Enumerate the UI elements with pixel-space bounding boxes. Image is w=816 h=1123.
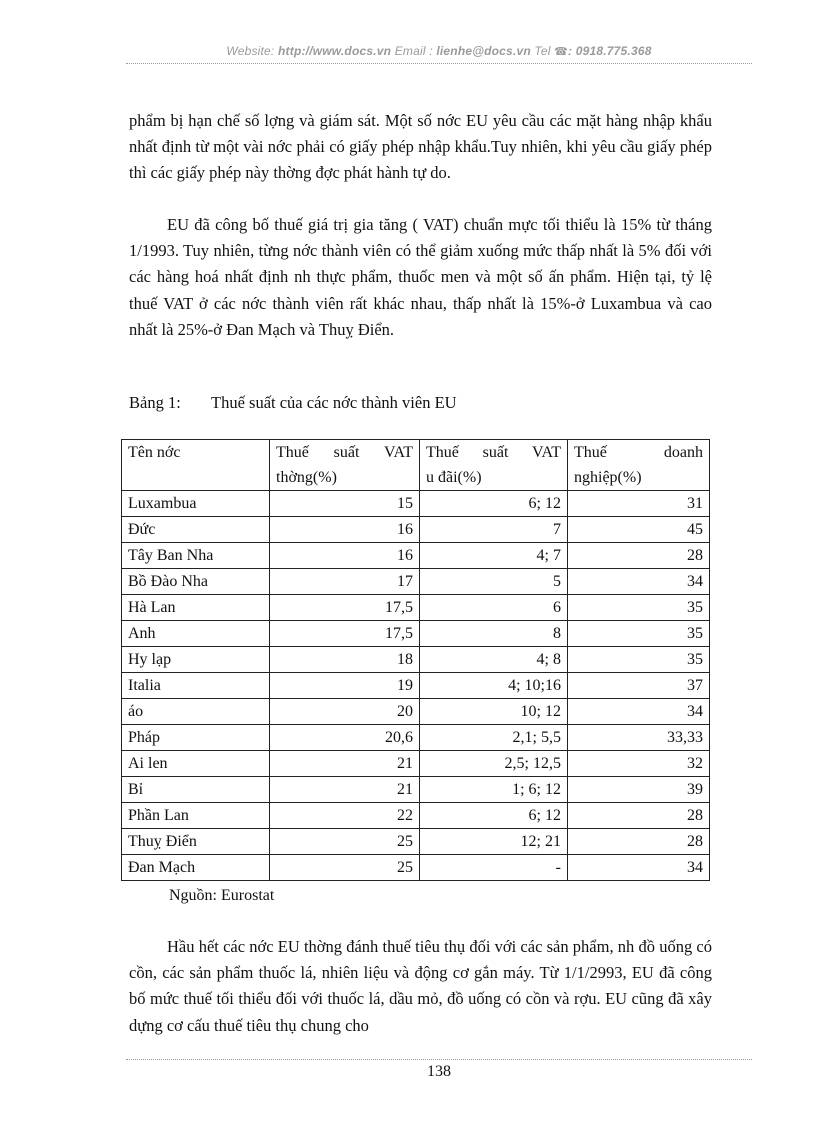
cell-vat-standard: 19: [270, 673, 420, 699]
cell-country: Ai len: [122, 751, 270, 777]
header-corporate-tax: Thuế doanh nghiệp(%): [568, 440, 710, 491]
tel-label: Tel: [534, 44, 551, 58]
cell-vat-reduced: 1; 6; 12: [420, 777, 568, 803]
email-value[interactable]: lienhe@docs.vn: [436, 44, 531, 58]
table-row: [122, 543, 710, 569]
cell-corporate-tax: 28: [568, 543, 710, 569]
cell-vat-standard: 17,5: [270, 621, 420, 647]
footer-divider: [126, 1059, 752, 1060]
cell-country: Pháp: [122, 725, 270, 751]
cell-corporate-tax: 32: [568, 751, 710, 777]
table-row: [122, 621, 710, 647]
cell-country: Hà Lan: [122, 595, 270, 621]
paragraph-1: phẩm bị hạn chế số lợng và giám sát. Một số nớc EU yêu cầu các mặt hàng nhập khẩu nhất định từ một vài nớc phải có giấy phép nhập khẩu.Tuy nhiên, khi yêu cầu giấy phép thì các giấy phép này thờng đợc phát hành tự do.: [129, 111, 712, 183]
cell-vat-standard: 22: [270, 803, 420, 829]
cell-corporate-tax: 31: [568, 491, 710, 517]
cell-corporate-tax: 39: [568, 777, 710, 803]
paragraph-2: EU đã công bố thuế giá trị gia tăng ( VAT) chuẩn mực tối thiểu là 15% từ tháng 1/1993. Tuy nhiên, từng nớc thành viên có thể giảm xuống mức thấp nhất là 5% đối với các hàng hoá nhất định nh thực phẩm, thuốc men và một số ấn phẩm. Hiện tại, tỷ lệ thuế VAT ở các nớc thành viên rất khác nhau, thấp nhất là 15%-ở Luxambua và cao nhất là 25%-ở Đan Mạch và Thuỵ Điển.: [129, 215, 712, 339]
cell-vat-standard: 21: [270, 751, 420, 777]
table-row: [122, 699, 710, 725]
cell-country: Hy lạp: [122, 647, 270, 673]
cell-corporate-tax: 33,33: [568, 725, 710, 751]
cell-vat-reduced: 4; 8: [420, 647, 568, 673]
cell-country: Bỉ: [122, 777, 270, 803]
cell-country: áo: [122, 699, 270, 725]
cell-vat-reduced: 6; 12: [420, 803, 568, 829]
cell-vat-reduced: 12; 21: [420, 829, 568, 855]
table-row: [122, 751, 710, 777]
cell-vat-reduced: 2,5; 12,5: [420, 751, 568, 777]
cell-vat-standard: 20,6: [270, 725, 420, 751]
table-row: [122, 517, 710, 543]
paragraph-3: Hầu hết các nớc EU thờng đánh thuế tiêu thụ đối với các sản phẩm, nh đồ uống có cồn, các sản phẩm thuốc lá, nhiên liệu và động cơ gắn máy. Từ 1/1/2993, EU đã công bố mức thuế tối thiểu đối với thuốc lá, dầu mỏ, đồ uống có cồn và rợu. EU cũng đã xây dựng cơ cấu thuế tiêu thụ chung cho: [129, 937, 712, 1035]
cell-country: Đan Mạch: [122, 855, 270, 881]
table-row: [122, 855, 710, 881]
cell-corporate-tax: 35: [568, 647, 710, 673]
table-caption-title: Thuế suất của các nớc thành viên EU: [211, 393, 457, 412]
header-vat-standard: Thuế suất VAT thờng(%): [270, 440, 420, 491]
cell-vat-reduced: 8: [420, 621, 568, 647]
cell-vat-reduced: 6: [420, 595, 568, 621]
cell-vat-standard: 25: [270, 855, 420, 881]
page-header: [126, 44, 752, 58]
table-source: Nguồn: Eurostat: [169, 887, 275, 904]
table-row: [122, 803, 710, 829]
cell-corporate-tax: 45: [568, 517, 710, 543]
cell-corporate-tax: 28: [568, 829, 710, 855]
page-number: 138: [427, 1063, 451, 1080]
cell-vat-reduced: 4; 7: [420, 543, 568, 569]
table-row: [122, 595, 710, 621]
cell-corporate-tax: 34: [568, 855, 710, 881]
cell-corporate-tax: 35: [568, 621, 710, 647]
cell-vat-standard: 17: [270, 569, 420, 595]
vat-rates-table: [121, 439, 710, 881]
paragraph-2-container: [129, 212, 712, 343]
table-caption: [129, 390, 712, 416]
cell-corporate-tax: 34: [568, 699, 710, 725]
cell-vat-reduced: 4; 10;16: [420, 673, 568, 699]
table-row: [122, 569, 710, 595]
table-caption-number: Bảng 1:: [129, 393, 181, 412]
paragraph-3-container: [129, 934, 712, 1039]
website-url[interactable]: http://www.docs.vn: [278, 44, 392, 58]
cell-vat-reduced: 7: [420, 517, 568, 543]
cell-vat-standard: 15: [270, 491, 420, 517]
cell-vat-standard: 16: [270, 517, 420, 543]
header-divider: [126, 63, 752, 64]
cell-vat-reduced: 6; 12: [420, 491, 568, 517]
phone-icon: ☎: [554, 46, 569, 58]
cell-vat-standard: 17,5: [270, 595, 420, 621]
cell-vat-standard: 16: [270, 543, 420, 569]
cell-country: Anh: [122, 621, 270, 647]
cell-vat-reduced: 5: [420, 569, 568, 595]
table-row: [122, 777, 710, 803]
table-row: [122, 491, 710, 517]
cell-country: Luxambua: [122, 491, 270, 517]
table-row: [122, 725, 710, 751]
cell-vat-standard: 20: [270, 699, 420, 725]
website-label: Website:: [226, 44, 275, 58]
cell-vat-reduced: -: [420, 855, 568, 881]
table-row: [122, 673, 710, 699]
paragraph-1-container: [129, 108, 712, 187]
table-row: [122, 647, 710, 673]
cell-corporate-tax: 28: [568, 803, 710, 829]
header-country: Tên nớc: [122, 440, 270, 491]
cell-vat-standard: 18: [270, 647, 420, 673]
cell-country: Bồ Đào Nha: [122, 569, 270, 595]
cell-vat-standard: 21: [270, 777, 420, 803]
cell-vat-reduced: 2,1; 5,5: [420, 725, 568, 751]
cell-country: Italia: [122, 673, 270, 699]
cell-country: Thuỵ Điển: [122, 829, 270, 855]
table-row: [122, 829, 710, 855]
table-header-row: [122, 440, 710, 491]
cell-corporate-tax: 35: [568, 595, 710, 621]
header-vat-reduced: Thuế suất VAT u đãi(%): [420, 440, 568, 491]
cell-country: Phần Lan: [122, 803, 270, 829]
cell-corporate-tax: 34: [568, 569, 710, 595]
email-label: Email :: [394, 44, 433, 58]
table-body: [122, 491, 710, 881]
cell-country: Đức: [122, 517, 270, 543]
tel-value: : 0918.775.368: [568, 44, 652, 58]
cell-vat-standard: 25: [270, 829, 420, 855]
cell-country: Tây Ban Nha: [122, 543, 270, 569]
cell-vat-reduced: 10; 12: [420, 699, 568, 725]
cell-corporate-tax: 37: [568, 673, 710, 699]
